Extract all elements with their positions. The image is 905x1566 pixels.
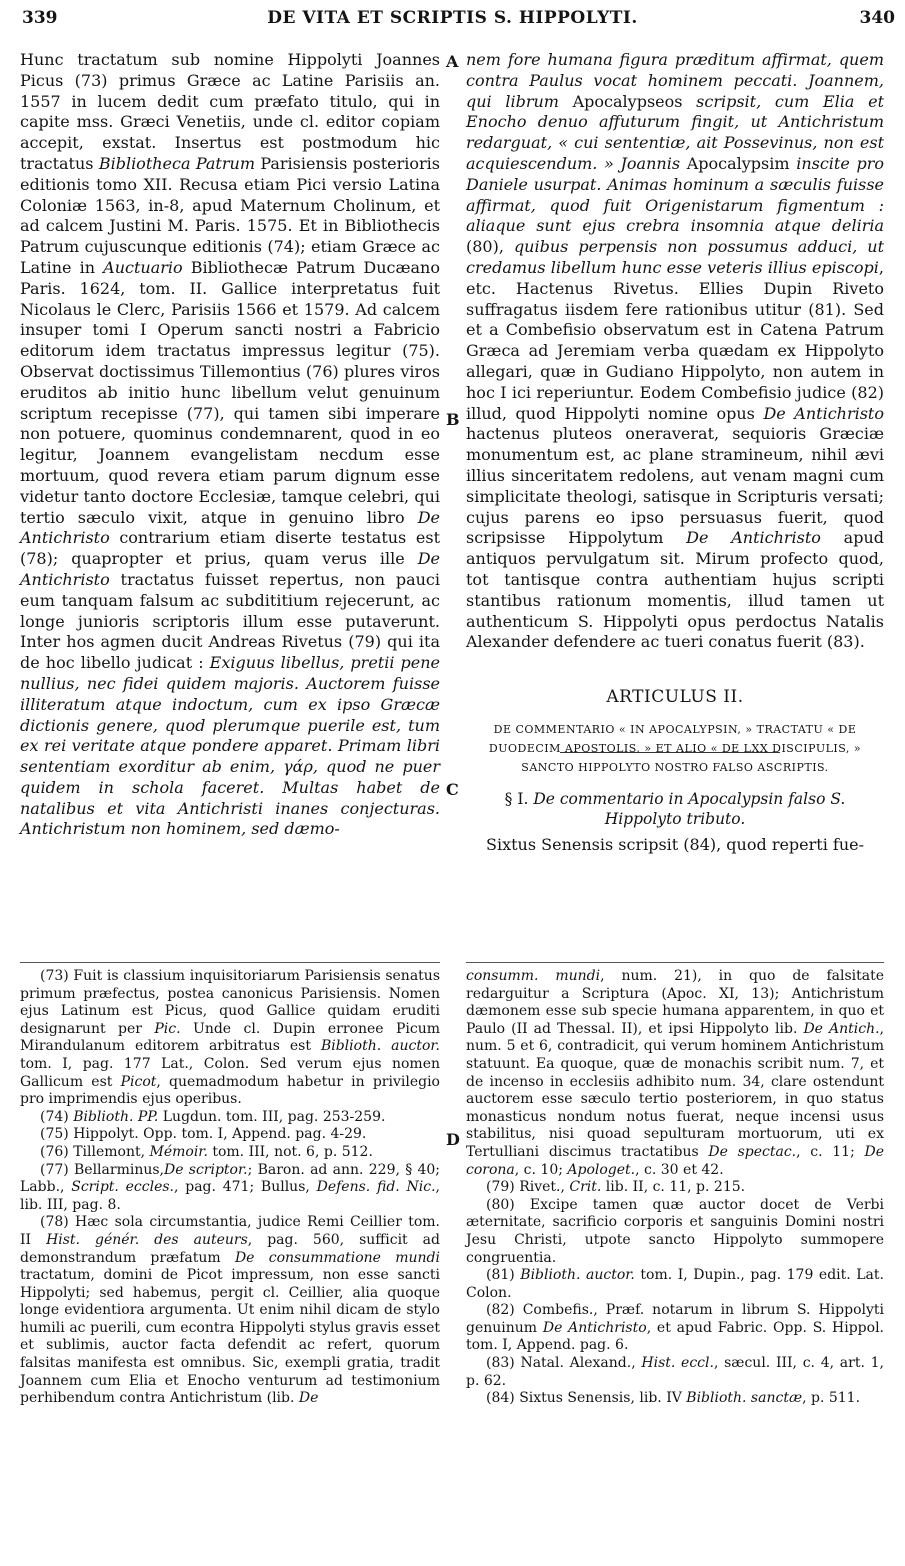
marker-d: D	[446, 1130, 460, 1149]
footnote-80: (80) Excipe tamen quæ auctor docet de Verbi æternitate, sacrificio corporis et sanguinis Domini nostri Jesu Christi, utpote sancto Hippolyto summopere congruentia.	[466, 1196, 884, 1266]
footnote-78: (78) Hæc sola circumstantia, judice Remi Ceillier tom. II Hist. génér. des auteurs, pag. 560, sufficit ad demonstrandum præfatum De consummatione mundi tractatum, domini de Picot impressum, non esse sancti Hippolyti; sed habemus, pergit cl. Ceillier, alia quoque longe evidentiora argumenta. Ut enim nihil dicam de stylo humili ac puerili, cum econtra Hippolyti stylus gravis esset et sublimis, auctor facta defendit ac refert, quorum falsitas manifesta est omnibus. Sic, exempli gratia, tradit Joannem cum Elia et Enocho venturum ad testimonium perhibendum contra Antichristum (lib. De	[20, 1214, 440, 1407]
footnote-74: (74) Biblioth. PP. Lugdun. tom. III, pag. 253-259.	[40, 1108, 386, 1125]
section-paragraph: Sixtus Senensis scripsit (84), quod reperti fue-	[486, 834, 865, 854]
right-page-number: 340	[859, 8, 895, 28]
section-number: § I.	[504, 789, 529, 808]
marker-c: C	[446, 780, 459, 799]
footnote-82: (82) Combefis., Præf. notarum in librum S. Hippolyti genuinum De Antichristo, et apud Fabric. Opp. S. Hippol. tom. I, Append. pag. 6.	[466, 1302, 884, 1354]
footnotes-right	[466, 968, 884, 1408]
footnote-77: (77) Bellarminus,De scriptor.; Baron. ad ann. 229, § 40; Labb., Script. eccles., pag. 471; Bullus, Defens. fid. Nic., lib. III, pag. 8.	[20, 1161, 441, 1213]
right-column	[466, 50, 884, 856]
article-subheading: DE COMMENTARIO « IN APOCALYPSIN, » TRACTATU « DE DUODECIM APOSTOLIS, » ET ALIO « DE LXX DISCIPULIS, » SANCTO HIPPOLYTO NOSTRO FALSO ASCRIPTIS.	[488, 722, 862, 774]
footnote-83: (83) Natal. Alexand., Hist. eccl., sæcul. III, c. 4, art. 1, p. 62.	[466, 1355, 884, 1389]
marker-a: A	[446, 52, 459, 71]
right-column-paragraph: nem fore humana figura præditum affirmat, quem contra Paulus vocat hominem peccati. Joannem, qui librum Apocalypseos scripsit, cum Elia et Enocho denuo affuturum fingit, ut Antichristum redarguat, « cui sententiæ, ait Possevinus, non est acquiescendum. » Joannis Apocalypsim inscite pro Daniele usurpat. Animas hominum a sæculis fuisse affirmat, quod fuit Origenistarum figmentum : aliaque sunt ejus crebra insomnia atque deliria (80), quibus perpensis non possumus adduci, ut credamus libellum hunc esse veteris illius episcopi, etc. Hactenus Rivetus. Ellies Dupin Riveto suffragatus iisdem fere rationibus utitur (81). Sed et a Combefisio observatum est in Catena Patrum Græca ad Jeremiam verba quædam ex Hippolyto allegari, quæ in Gudiano Hippolyto, non autem in hoc I ici reperiuntur. Eodem Combefisio judice (82) illud, quod Hippolyti nomine opus De Antichristo hactenus pluteos oneraverat, sequioris Græciæ monumentum est, ac plane stramineum, nihil ævi illius sinceritatem redolens, aut venam magni cum simplicitate theologi, satisque in Scripturis versati; cujus parens eo ipso persuasus fuerit, quod scripsisse Hippolytum De Antichristo apud antiquos pervulgatum sit. Mirum profecto quod, tot tantisque contra authentiam hujus scripti stantibus rationum momentis, illud tamen ut authenticum S. Hippolyti opus perdoctus Natalis Alexander defendere ac tueri conatus fuerit (83).	[466, 50, 885, 652]
footnote-rule-left	[20, 962, 440, 963]
footnote-76: (76) Tillemont, Mémoir. tom. III, not. 6, p. 512.	[40, 1143, 373, 1160]
footnote-81: (81) Biblioth. auctor. tom. I, Dupin., pag. 179 edit. Lat. Colon.	[466, 1267, 884, 1301]
left-column-paragraph: Hunc tractatum sub nomine Hippolyti Joannes Picus (73) primus Græce ac Latine Parisiis an. 1557 in lucem dedit cum præfato titulo, qui in capite mss. Græci Venetiis, unde cl. editor copiam accepit, exstat. Insertus est postmodum hic tractatus Bibliotheca Patrum Parisiensis posterioris editionis tomo XII. Recusa etiam Pici versio Latina Coloniæ 1563, in-8, apud Maternum Cholinum, et ad calcem Justini M. Paris. 1575. Et in Bibliothecis Patrum cujuscunque editionis (74); etiam Græce ac Latine in Auctuario Bibliothecæ Patrum Ducæano Paris. 1624, tom. II. Gallice interpretatus fuit Nicolaus le Clerc, Parisiis 1566 et 1579. Ad calcem insuper tomi I Operum sancti nostri a Fabricio editorum idem tractatus impressus legitur (75). Observat doctissimus Tillemontius (76) plures viros eruditos ab initio hunc libellum velut genuinum scriptum recepisse (77), qui tamen sibi imperare non potuere, quominus condemnarent, quod in eo legitur, Joannem evangelistam necdum esse mortuum, quod revera etiam parum dignum esse videtur tanto doctore Ecclesiæ, tamque celebri, qui tertio sæculo vixit, atque in genuino libro De Antichristo contrarium etiam diserte testatus est (78); quapropter et prius, quam verus ille De Antichristo tractatus fuisset repertus, non pauci eum tanquam falsum ac subdititium rejecerunt, ac longe junioris scriptoris illum esse putaverunt. Inter hos agmen ducit Andreas Rivetus (79) qui ita de hoc libello judicat : Exiguus libellus, pretii pene nullius, nec fidei quidem majoris. Auctorem fuisse illiteratum atque indoctum, cum ex ipso Græcæ dictionis genere, quod plerumque puerile est, tum ex rei veritate atque pondere apparet. Primam libri sententiam exorditur ab enim, γάρ, quod ne puer quidem in schola faceret. Multas habet de natalibus et vita Antichristi inanes conjecturas. Antichristum non hominem, sed dæmo-	[20, 50, 440, 839]
footnote-75: (75) Hippolyt. Opp. tom. I, Append. pag. 4-29.	[40, 1126, 367, 1143]
footnote-73: (73) Fuit is classium inquisitoriarum Parisiensis senatus primum præfectus, postea canonicus Parisiensis. Nomen ejus Latinum est Picus, quod Gallice quidam eruditi designarunt per Pic. Unde cl. Dupin erronee Picum Mirandulanum editorem arbitratus est Biblioth. auctor. tom. I, pag. 177 Lat., Colon. Sed verum ejus nomen Gallicum est Picot, quemadmodum habetur in privilegio pro imprimendis ejus operibus.	[20, 968, 440, 1108]
article-heading: ARTICULUS II.	[606, 687, 744, 708]
footnotes-left	[20, 968, 440, 1408]
section-heading	[466, 789, 884, 829]
running-title: DE VITA ET SCRIPTIS S. HIPPOLYTI.	[267, 8, 638, 28]
footnote-79: (79) Rivet., Crit. lib. II, c. 11, p. 215.	[486, 1179, 746, 1196]
marker-b: B	[446, 410, 460, 429]
footnote-84: (84) Sixtus Senensis, lib. IV Biblioth. sanctæ, p. 511.	[486, 1390, 861, 1407]
article-divider	[560, 752, 780, 753]
footnote-rule-right	[466, 962, 884, 963]
left-page-number: 339	[22, 8, 58, 28]
page-header	[0, 8, 905, 36]
footnote-78-continued: consumm. mundi, num. 21), in quo de falsitate redarguitur a Scriptura (Apoc. XI, 13); Antichristum dæmonem esse sub specie humana apparentem, in quo et Paulo (II ad Thessal. II), et ipsi Hippolyto lib. De Antich., num. 5 et 6, contradicit, qui verum hominem Antichristum statuunt. Ea quoque, quæ de monachis scribit num. 7, et de incenso in ecclesiis adhibito num. 34, clare ostendunt auctorem esse sæculo tertio posteriorem, in quo status monasticus nondum notus fuerat, neque incensi usus stabilitus, nisi quoad sepulturam mortuorum, uti ex Tertulliani discimus tractatibus De spectac., c. 11; De corona, c. 10; Apologet., c. 30 et 42.	[466, 968, 885, 1178]
section-title: De commentario in Apocalypsin falso S. Hippolyto tributo.	[533, 789, 846, 828]
left-column	[20, 50, 440, 840]
